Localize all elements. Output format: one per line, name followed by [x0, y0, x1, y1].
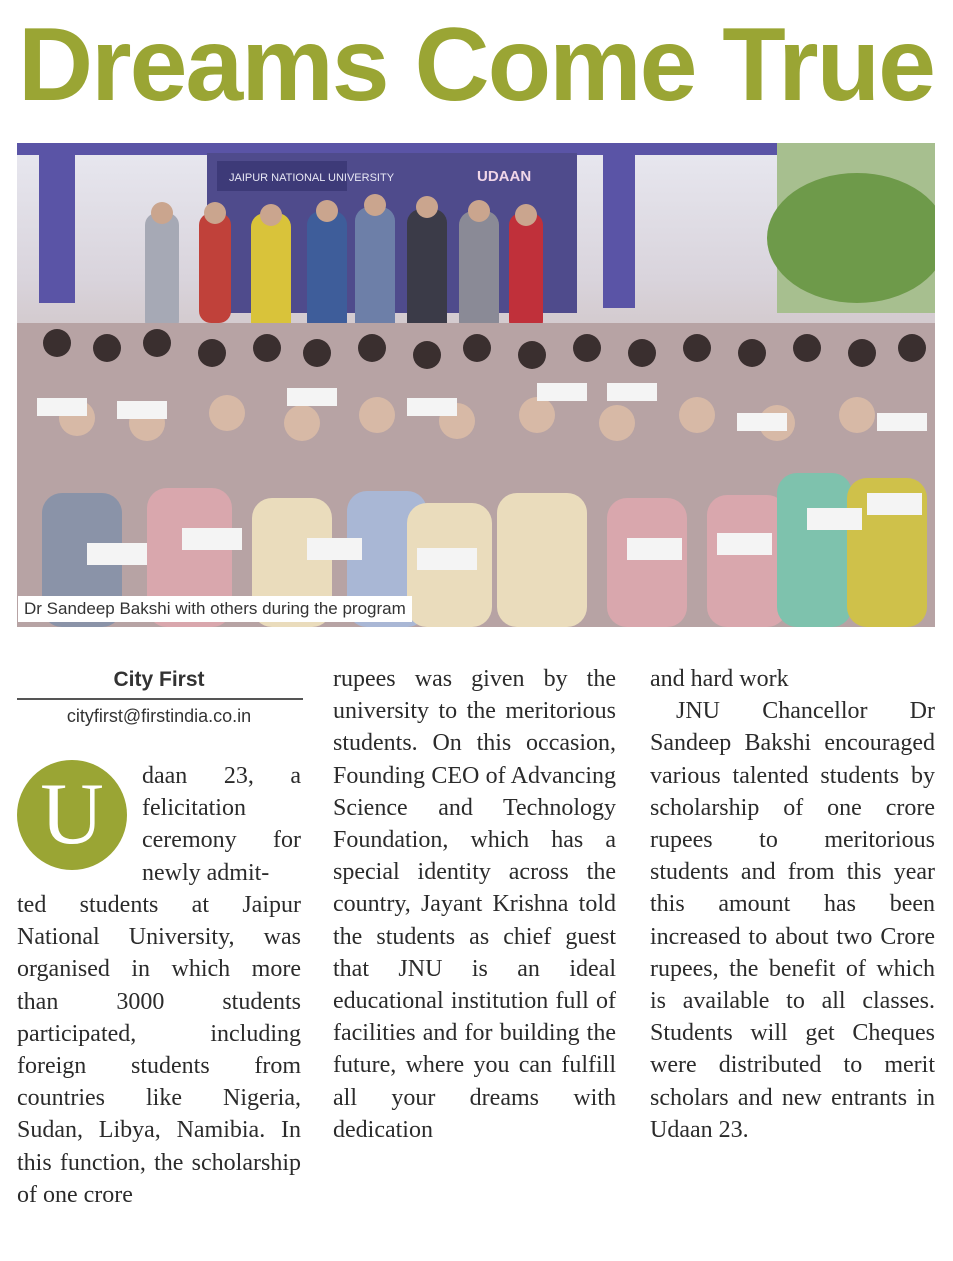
headline: Dreams Come True: [18, 7, 934, 123]
drop-cap: U: [17, 760, 127, 870]
photo-illustration: [17, 143, 935, 627]
banner-left-text: JAIPUR NATIONAL UNIVERSITY: [229, 172, 395, 184]
article-col2-text: rupees was given by the university to the meritorious students. On this occasion, Founding CEO of Advancing Science and Technology Foundation, which has a special identity across the country, Jayant Krishna told the students as chief guest that JNU is an ideal educational institution full of facilities and for building the future, where you can fulfill all your dreams with dedication: [333, 666, 616, 1143]
article-col3-p2: JNU Chancellor Dr Sandeep Bakshi encouraged various talented students by scholarship of one crore rupees to meritorious students and from this year this amount has been increased to about two Crore rupees, the benefit of which is available to all classes. Students will get Cheques were distributed to merit scholars and new entrants in Udaan 23.: [650, 698, 935, 1143]
news-photo: [17, 143, 935, 627]
article-col1-drop-lines: daan 23, a felicitation ceremony for newly admit-: [142, 763, 301, 886]
byline-name: City First: [113, 668, 205, 691]
article-col1-text: ted students at Jaipur National University, was organised in which more than 3000 students participated, including foreign students from countries like Nigeria, Sudan, Libya, Namibia. In this function, the scholarship of one crore: [17, 892, 301, 1208]
byline-divider: [17, 698, 303, 700]
article-col3: [650, 663, 935, 1146]
byline-email: cityfirst@firstindia.co.in: [66, 706, 252, 726]
photo-caption: Dr Sandeep Bakshi with others during the program: [18, 596, 412, 622]
article-col2: [333, 663, 616, 1146]
article-col3-p1: and hard work: [650, 666, 789, 692]
banner-right-text: UDAAN: [477, 168, 532, 185]
